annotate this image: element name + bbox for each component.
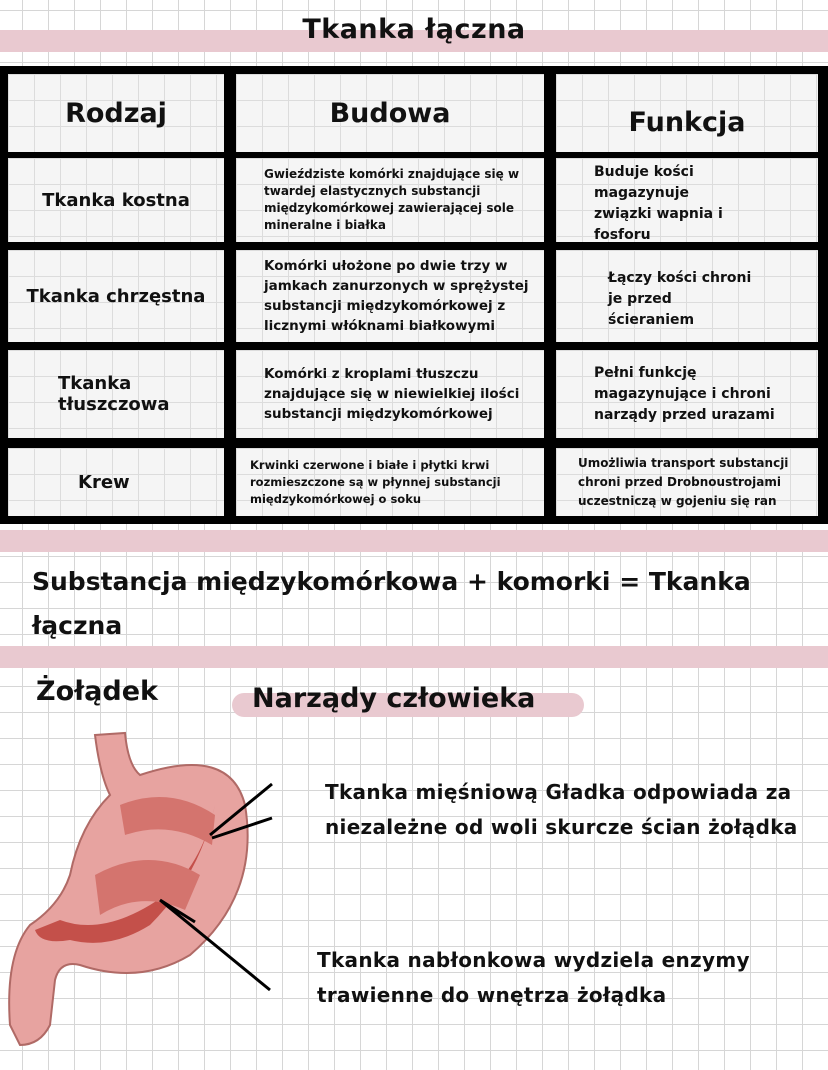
row-1-rodzaj: Tkanka kostna <box>8 158 224 242</box>
header-budowa: Budowa <box>236 74 544 152</box>
divider-band <box>0 530 828 552</box>
equation-text: Substancja międzykomórkowa + komorki = Tkanka łączna <box>32 567 751 640</box>
row-3-rodzaj: Tkanka tłuszczowa <box>8 350 224 438</box>
tissue-table <box>0 66 828 524</box>
row-1-budowa: Gwieździste komórki znajdujące się w twardej elastycznych substancji międzykomórkowej zawierającej sole mineralne i białka <box>236 158 544 242</box>
divider-band <box>0 646 828 668</box>
row-4-funkcja: Umożliwia transport substancji chroni przed Drobnoustrojami uczestniczą w gojeniu się ran <box>556 448 818 516</box>
row-4-budowa: Krwinki czerwone i białe i płytki krwi rozmieszczone są w płynnej substancji międzykomórkowej o soku <box>236 448 544 516</box>
note-epithelial: Tkanka nabłonkowa wydziela enzymy trawienne do wnętrza żołądka <box>317 948 750 1007</box>
row-4-rodzaj: Krew <box>8 448 224 516</box>
note-smooth-muscle: Tkanka mięśniową Gładka odpowiada za niezależne od woli skurcze ścian żołądka <box>325 780 798 839</box>
organ-heading: Żołądek <box>36 676 158 707</box>
row-3-budowa: Komórki z kroplami tłuszczu znajdujące się w niewielkiej ilości substancji międzykomórkowej <box>236 350 544 438</box>
row-3-funkcja: Pełni funkcję magazynujące i chroni narządy przed urazami <box>556 350 818 438</box>
header-rodzaj: Rodzaj <box>8 74 224 152</box>
row-2-funkcja: Łączy kości chroni je przed ścieraniem <box>556 250 818 342</box>
arrow-lines <box>150 770 290 1000</box>
header-funkcja: Funkcja <box>556 74 818 152</box>
page-title: Tkanka łączna <box>302 14 526 45</box>
row-1-funkcja: Buduje kości magazynuje związki wapnia i fosforu <box>556 158 818 242</box>
section-heading: Narządy człowieka <box>252 683 536 714</box>
row-2-rodzaj: Tkanka chrzęstna <box>8 250 224 342</box>
row-2-budowa: Komórki ułożone po dwie trzy w jamkach zanurzonych w sprężystej substancji międzykomórkowej z licznymi włóknami białkowymi <box>236 250 544 342</box>
